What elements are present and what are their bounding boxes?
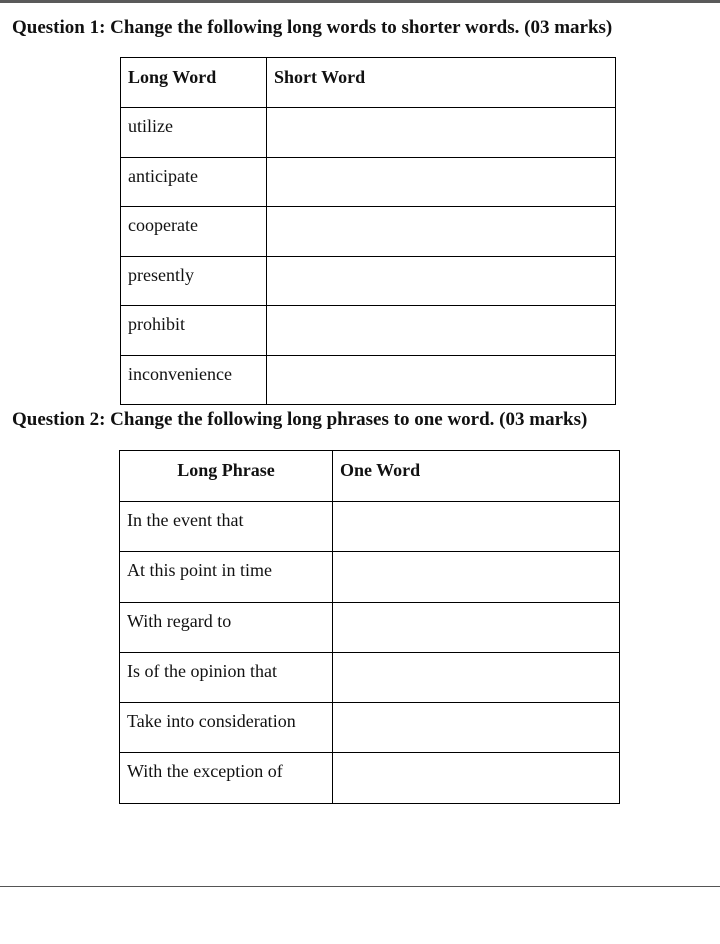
question-2-heading: Question 2: Change the following long phrases to one word. (03 marks): [12, 409, 588, 430]
long-phrase-cell: At this point in time: [120, 552, 333, 602]
bottom-rule: [0, 886, 720, 887]
long-word-cell: utilize: [121, 108, 267, 158]
one-word-answer-cell[interactable]: [333, 753, 620, 803]
short-word-answer-cell[interactable]: [267, 256, 616, 306]
top-rule: [0, 0, 720, 3]
table-row: [121, 355, 616, 405]
table-row: [121, 207, 616, 257]
long-phrase-cell: Take into consideration: [120, 703, 333, 753]
long-word-cell: presently: [121, 256, 267, 306]
table-row: [120, 502, 620, 552]
long-phrase-table: [119, 450, 620, 804]
short-word-answer-cell[interactable]: [267, 306, 616, 356]
table-row: [121, 306, 616, 356]
table-header-row: [121, 58, 616, 108]
one-word-answer-cell[interactable]: [333, 552, 620, 602]
short-word-answer-cell[interactable]: [267, 207, 616, 257]
long-phrase-cell: In the event that: [120, 502, 333, 552]
table-row: [120, 753, 620, 803]
one-word-answer-cell[interactable]: [333, 502, 620, 552]
long-word-cell: anticipate: [121, 157, 267, 207]
column-header-long-phrase: Long Phrase: [120, 451, 333, 502]
table-header-row: [120, 451, 620, 502]
question-1-heading: Question 1: Change the following long words to shorter words. (03 marks): [12, 17, 613, 38]
one-word-answer-cell[interactable]: [333, 652, 620, 702]
short-word-answer-cell[interactable]: [267, 157, 616, 207]
one-word-answer-cell[interactable]: [333, 703, 620, 753]
long-word-cell: cooperate: [121, 207, 267, 257]
long-word-table: [120, 57, 616, 405]
table-row: [120, 552, 620, 602]
table-row: [121, 157, 616, 207]
long-phrase-cell: Is of the opinion that: [120, 652, 333, 702]
column-header-one-word: One Word: [333, 451, 620, 502]
table-row: [121, 108, 616, 158]
long-word-cell: inconvenience: [121, 355, 267, 405]
table-row: [121, 256, 616, 306]
table-row: [120, 703, 620, 753]
column-header-short-word: Short Word: [267, 58, 616, 108]
column-header-long-word: Long Word: [121, 58, 267, 108]
long-word-cell: prohibit: [121, 306, 267, 356]
long-phrase-cell: With regard to: [120, 602, 333, 652]
short-word-answer-cell[interactable]: [267, 355, 616, 405]
one-word-answer-cell[interactable]: [333, 602, 620, 652]
long-phrase-cell: With the exception of: [120, 753, 333, 803]
table-row: [120, 602, 620, 652]
table-row: [120, 652, 620, 702]
short-word-answer-cell[interactable]: [267, 108, 616, 158]
